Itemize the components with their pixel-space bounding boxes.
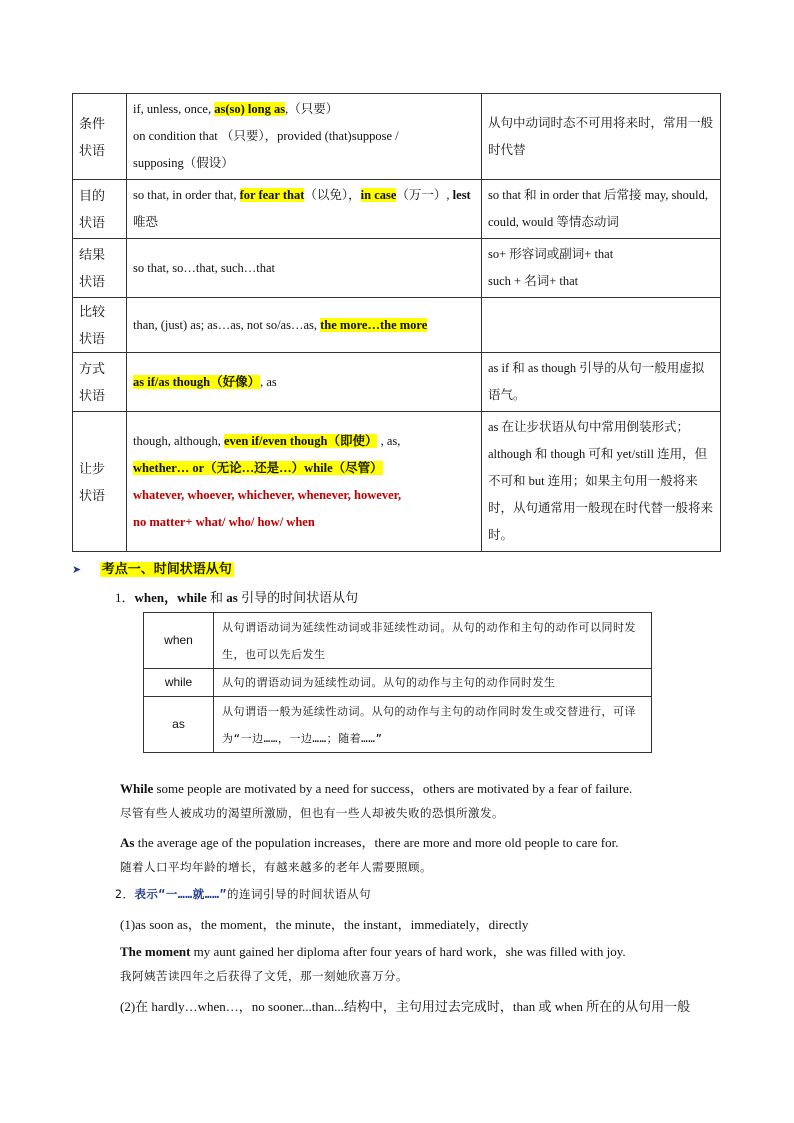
table-row <box>144 669 652 697</box>
example3-chinese: 我阿姨苦读四年之后获得了文凭，那一刻她欣喜万分。 <box>120 969 408 983</box>
conjunction-usage: 从句谓语动词为延续性动词或非延续性动词。从句的动作和主句的动作可以同时发生，也可以先后发生 <box>214 613 652 669</box>
conjunction-word: when <box>144 613 214 669</box>
example3-english: The moment my aunt gained her diploma after four years of hard work，she was filled with joy. <box>120 944 626 959</box>
example2-english: As the average age of the population increases，there are more and more old people to care for. <box>120 835 619 850</box>
arrow-bullet-icon: ➤ <box>72 563 82 576</box>
clause-note: 从句中动词时态不可用将来时，常用一般时代替 <box>482 94 721 180</box>
item2-line2: (2)在 hardly…when…，no sooner...than...结构中，主句用过去完成时，than 或 when 所在的从句用一般 <box>120 999 691 1014</box>
example1-chinese: 尽管有些人被成功的渴望所激励，但也有一些人却被失败的恐惧所激发。 <box>120 806 504 820</box>
conjunction-word: while <box>144 669 214 697</box>
table-row <box>144 613 652 669</box>
clause-type: 方式 状语 <box>73 353 127 412</box>
conjunction-word: as <box>144 697 214 753</box>
clause-conjunctions: if, unless, once, as(so) long as,（只要） on condition that （只要），provided (that)suppose / supposing（假设） <box>127 94 482 180</box>
example1-english: While some people are motivated by a need for success，others are motivated by a fear of failure. <box>120 781 633 796</box>
table-row <box>73 239 721 298</box>
table-row <box>73 353 721 412</box>
clause-note <box>482 298 721 353</box>
clause-conjunctions: so that, in order that, for fear that（以免），in case（万一）, lest 唯恐 <box>127 180 482 239</box>
table-row <box>73 180 721 239</box>
example2-chinese: 随着人口平均年龄的增长，有越来越多的老年人需要照顾。 <box>120 860 432 874</box>
conjunction-usage: 从句谓语一般为延续性动词。从句的动作与主句的动作同时发生或交替进行，可译为“一边……，一边……；随着……” <box>214 697 652 753</box>
clause-note: as 在让步状语从句中常用倒装形式；although 和 though 可和 yet/still 连用，但不可和 but 连用；如果主句用一般将来时，从句通常用一般现在时代替一般将来时。 <box>482 412 721 552</box>
clause-note: as if 和 as though 引导的从句一般用虚拟语气。 <box>482 353 721 412</box>
clause-type: 条件 状语 <box>73 94 127 180</box>
section-heading <box>72 558 234 577</box>
table-row <box>144 697 652 753</box>
clause-type: 让步 状语 <box>73 412 127 552</box>
clause-type: 比较 状语 <box>73 298 127 353</box>
table-row <box>73 94 721 180</box>
table-row <box>73 298 721 353</box>
clause-type: 结果 状语 <box>73 239 127 298</box>
when-while-as-table <box>143 612 652 753</box>
clause-conjunctions: so that, so…that, such…that <box>127 239 482 298</box>
clause-note: so+ 形容词或副词+ that such + 名词+ that <box>482 239 721 298</box>
conjunction-usage: 从句的谓语动词为延续性动词。从句的动作与主句的动作同时发生 <box>214 669 652 697</box>
item2-heading: 2．表示“一……就……”的连词引导的时间状语从句 <box>115 887 371 901</box>
clause-conjunctions: as if/as though（好像）, as <box>127 353 482 412</box>
table-row <box>73 412 721 552</box>
clause-note: so that 和 in order that 后常接 may, should, could, would 等情态动词 <box>482 180 721 239</box>
clause-type: 目的 状语 <box>73 180 127 239</box>
item2-line1: (1)as soon as，the moment，the minute，the instant，immediately，directly <box>120 917 529 932</box>
clause-conjunctions: than, (just) as; as…as, not so/as…as, the more…the more <box>127 298 482 353</box>
section-heading-text: 考点一、时间状语从句 <box>101 562 232 577</box>
clause-conjunctions: though, although, even if/even though（即使） , as, whether… or（无论…还是…）while（尽管） whatever, whoever, whichever, whenever, however, no matter+ what/ who/ how/ when <box>127 412 482 552</box>
adverbial-clause-table <box>72 93 721 552</box>
item1-heading: 1．when，while 和 as 引导的时间状语从句 <box>115 590 359 605</box>
